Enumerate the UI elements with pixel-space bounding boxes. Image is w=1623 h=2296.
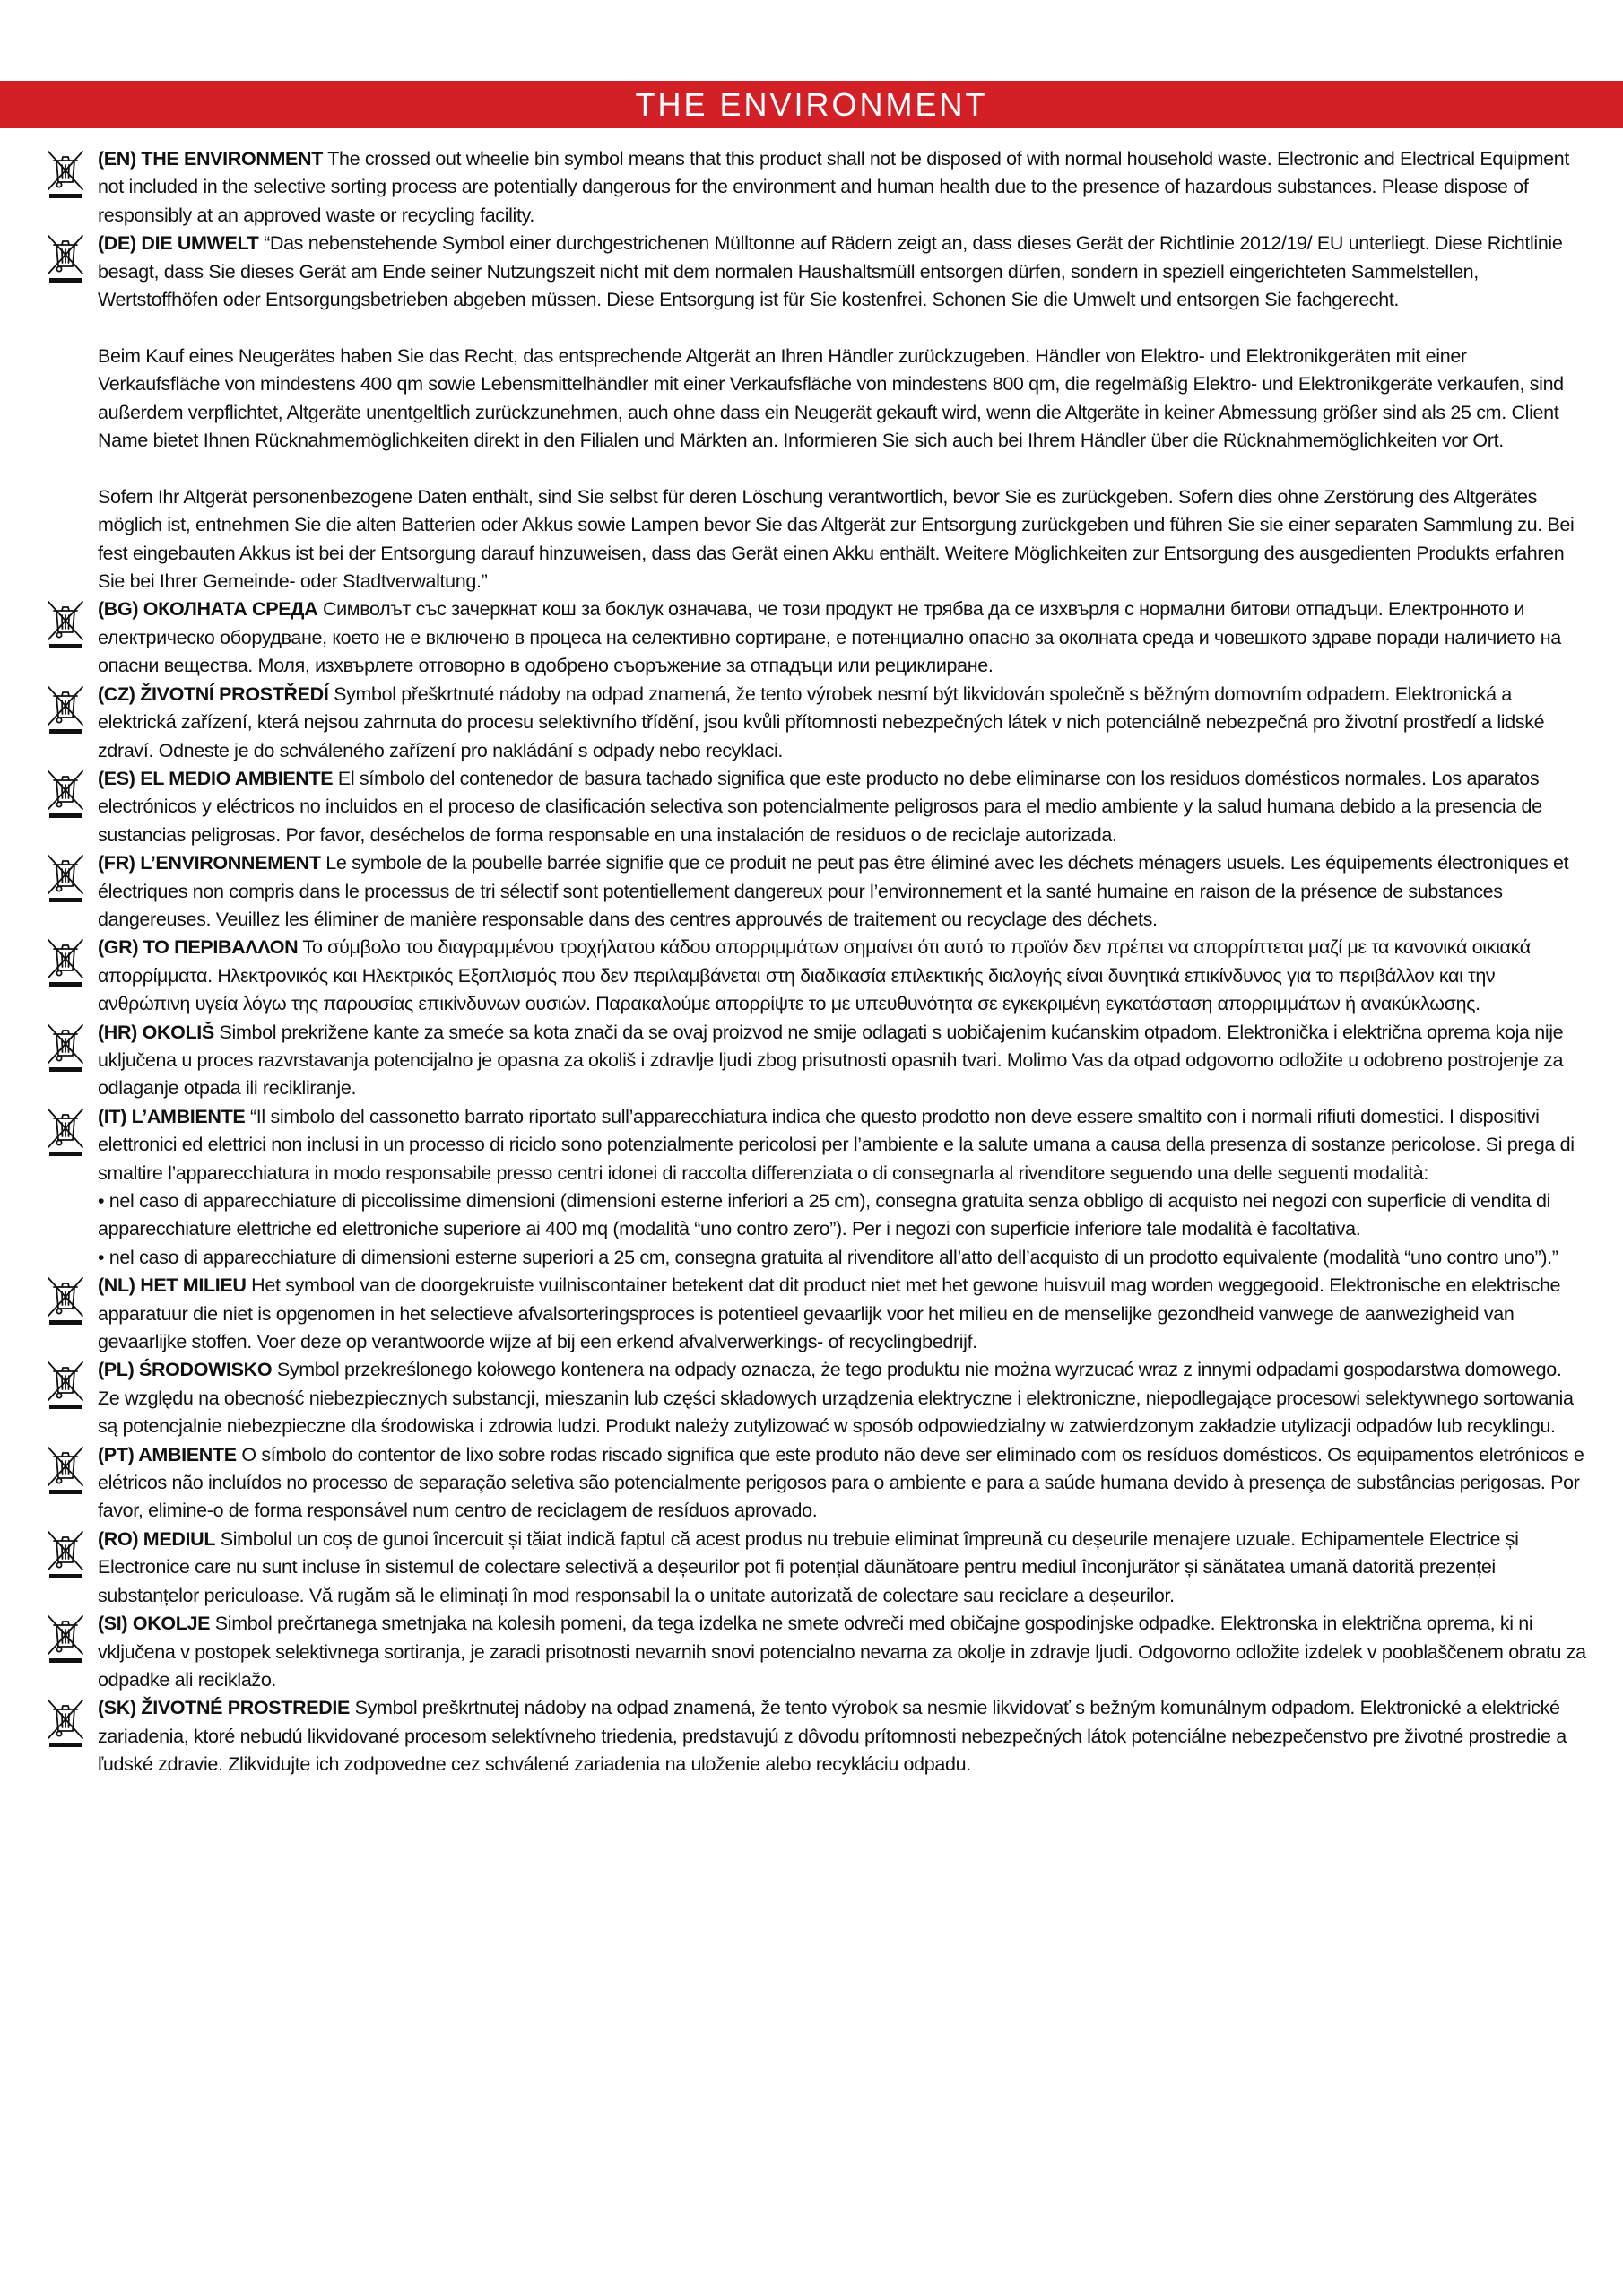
notice-text: Symbol przekreślonego kołowego kontenera na odpady oznacza, że tego produktu nie można wyrzucać wraz z innymi odpadami gospodarstwa domowego. Ze względu na obecność niebezpiecznych substancji, mieszanin lub części składowych urządzenia elektryczne i elektroniczne, niepodlegające procesowi selektywnego sortowania są potencjalnie niebezpieczne dla środowiska i zdrowia ludzi. Produkt należy zutylizować w sposób odpowiedzialny w zatwierdzonym zakładzie utylizacji odpadów lub recyklingu. bbox=[98, 1359, 1574, 1438]
crossed-out-wheelie-bin-icon bbox=[45, 767, 86, 822]
notice-label: (HR) OKOLIŠ bbox=[98, 1021, 214, 1043]
notice-label: (DE) DIE UMWELT bbox=[98, 232, 259, 255]
crossed-out-wheelie-bin-icon bbox=[45, 1105, 86, 1161]
notice-paragraph bbox=[98, 596, 1587, 680]
notice-text: • nel caso di apparecchiature di dimensioni esterne superiori a 25 cm, consegna gratuita al rivenditore all’atto dell’acquisto di un prodotto equivalente (modalità “uno contro uno”).” bbox=[98, 1246, 1558, 1268]
notice-label: (PL) ŚRODOWISKO bbox=[98, 1359, 273, 1381]
crossed-out-wheelie-bin-icon bbox=[45, 147, 86, 203]
notice-paragraph bbox=[98, 1244, 1587, 1272]
crossed-out-wheelie-bin-icon bbox=[45, 231, 86, 287]
notice-text: Simbol prečrtanega smetnjaka na kolesih pomeni, da tega izdelka ne smete odvreči med običajne gospodinjske odpadke. Elektronska in električna oprema, ki ni vključena v postopek selektivnega sortiranja, je zaradi prisotnosti nevarnih snovi potencialno nevarna za okolje in zdravje ljudi. Odgovorno odložite izdelek v pooblaščenem obratu za odpadke ali reciklažo. bbox=[98, 1613, 1586, 1691]
crossed-out-wheelie-bin-icon bbox=[45, 851, 86, 907]
notice-pl bbox=[45, 1356, 1587, 1440]
notice-bg bbox=[45, 596, 1587, 680]
notice-label: (BG) ОКОЛНАТА СРЕДА bbox=[98, 598, 318, 621]
notice-pt bbox=[45, 1441, 1587, 1526]
crossed-out-wheelie-bin-icon bbox=[45, 1612, 86, 1667]
notice-text: Beim Kauf eines Neugerätes haben Sie das Recht, das entsprechende Altgerät an Ihren Händler zurückzugeben. Händler von Elektro- und Elektronikgeräten mit einer Verkaufsfläche von mindestens 400 qm sowie Lebensmittelhändler mit einer Verkaufsfläche von mindestens 800 qm, die regelmäßig Elektro- und Elektronikgeräte verkaufen, sind außerdem verpflichtet, Altgeräte unentgeltlich zurückzunehmen, auch ohne dass ein Neugerät gekauft wird, wenn die Altgeräte in keiner Abmessung größer sind als 25 cm. Client Name bietet Ihnen Rücknahmemöglichkeiten direkt in den Filialen und Märkten an. Informieren Sie sich auch bei Ihrem Händler über die Rücknahmemöglichkeiten vor Ort. bbox=[98, 344, 1564, 452]
notice-text: Sofern Ihr Altgerät personenbezogene Daten enthält, sind Sie selbst für deren Löschung verantwortlich, bevor Sie es zurückgeben. Sofern dies ohne Zerstörung des Altgerätes möglich ist, entnehmen Sie die alten Batterien oder Akkus sowie Lampen bevor Sie das Altgerät zur Entsorgung zurückgeben und führen Sie sie einer separaten Sammlung zu. Bei fest eingebauten Akkus ist bei der Entsorgung darauf hinzuweisen, dass das Gerät einen Akku enthält. Weitere Möglichkeiten zur Entsorgung des ausgedienten Produkts erfahren Sie bei Ihrer Gemeinde- oder Stadtverwaltung.” bbox=[98, 485, 1575, 593]
crossed-out-wheelie-bin-icon bbox=[45, 1021, 86, 1076]
notice-paragraph bbox=[98, 1694, 1587, 1779]
notice-sk bbox=[45, 1694, 1587, 1779]
notice-text: Symbol preškrtnutej nádoby na odpad znamená, že tento výrobok sa nesmie likvidovať s bežným komunálnym odpadom. Elektronické a elektrické zariadenia, ktoré nebudú likvidované procesom selektívneho triedenia, predstavujú z dôvodu prítomnosti nebezpečných látok potenciálne nebezpečenstvo pre životné prostredie a ľudské zdravie. Zlikvidujte ich zodpovedne cez schválené zariadenia na uloženie alebo recykláciu odpadu. bbox=[98, 1697, 1567, 1776]
notice-paragraph bbox=[98, 934, 1587, 1018]
notice-label: (NL) HET MILIEU bbox=[98, 1274, 247, 1297]
crossed-out-wheelie-bin-icon bbox=[45, 935, 86, 991]
notice-paragraph bbox=[98, 1610, 1587, 1694]
notice-text: El símbolo del contenedor de basura tachado significa que este producto no debe eliminarse con los residuos domésticos normales. Los aparatos electrónicos y eléctricos no incluidos en el proceso de clasificación selectiva son potencialmente peligrosos para el medio ambiente y la salud humana debido a la presencia de sustancias peligrosas. Por favor, deséchelos de forma responsable en una instalación de residuos o de reciclaje autorizada. bbox=[98, 767, 1542, 846]
page-title-banner bbox=[0, 81, 1623, 128]
notice-paragraph bbox=[98, 145, 1587, 230]
notice-de bbox=[45, 230, 1587, 596]
environment-notices bbox=[45, 145, 1587, 1779]
notice-paragraph bbox=[98, 681, 1587, 765]
notice-text: O símbolo do contentor de lixo sobre rodas riscado significa que este produto não deve ser eliminado com os resíduos domésticos. Os equipamentos eletrónicos e elétricos não incluídos no processo de separação seletiva são potencialmente perigosos para o ambiente e para a saúde humana devido à presença de substâncias perigosas. Por favor, elimine-o de forma responsável num centro de reciclagem de resíduos aprovado. bbox=[98, 1443, 1584, 1522]
notice-si bbox=[45, 1610, 1587, 1694]
notice-label: (PT) AMBIENTE bbox=[98, 1443, 237, 1465]
crossed-out-wheelie-bin-icon bbox=[45, 1358, 86, 1413]
notice-text: Le symbole de la poubelle barrée signifie que ce produit ne peut pas être éliminé avec les déchets ménagers usuels. Les équipements électroniques et électriques non compris dans le processus de tri sélectif sont potentiellement dangereux pour l’environnement et la santé humaine en raison de la présence de substances dangereuses. Veuillez les éliminer de manière responsable dans des centres approuvés de traitement ou recyclage des déchets. bbox=[98, 852, 1569, 930]
notice-text: Simbol prekrižene kante za smeće sa kota znači da se ovaj proizvod ne smije odlagati s uobičajenim kućanskim otpadom. Elektronička i električna oprema koja nije uključena u proces razvrstavanja potencijalno je opasna za okoliš i zdravlje ljudi zbog prisutnosti opasnih tvari. Molimo Vas da otpad odgovorno odložite u odobreno postrojenje za odlaganje otpada ili recikliranje. bbox=[98, 1021, 1564, 1100]
notice-paragraph bbox=[98, 849, 1587, 934]
notice-es bbox=[45, 765, 1587, 849]
notice-paragraph bbox=[98, 483, 1587, 596]
notice-label: (ES) EL MEDIO AMBIENTE bbox=[98, 767, 334, 789]
crossed-out-wheelie-bin-icon bbox=[45, 1443, 86, 1499]
notice-ro bbox=[45, 1526, 1587, 1610]
notice-text: Symbol přeškrtnuté nádoby na odpad znamená, že tento výrobek nesmí být likvidován společně s běžným domovním odpadem. Elektronická a elektrická zařízení, která nejsou zahrnuta do procesu selektivního třídění, jsou kvůli přítomnosti nebezpečných látek v nich potenciálně nebezpečná pro životní prostředí a lidské zdraví. Odneste je do schváleného zařízení pro nakládání s odpady nebo recyklaci. bbox=[98, 683, 1545, 761]
notice-text: Символът със зачеркнат кош за боклук означава, че този продукт не трябва да се изхвърля с нормални битови отпадъци. Електронното и електрическо оборудване, което не е включено в процеса на селективно сортиране, е потенциално опасно за околната среда и човешкото здраве поради наличието на опасни вещества. Моля, изхвърлете отговорно в одобрено съоръжение за отпадъци или рециклиране. bbox=[98, 598, 1561, 677]
notice-label: (CZ) ŽIVOTNÍ PROSTŘEDÍ bbox=[98, 683, 329, 705]
crossed-out-wheelie-bin-icon bbox=[45, 597, 86, 653]
notice-hr bbox=[45, 1019, 1587, 1103]
crossed-out-wheelie-bin-icon bbox=[45, 1696, 86, 1752]
notice-text: “Das nebenstehende Symbol einer durchgestrichenen Mülltonne auf Rädern zeigt an, dass dieses Gerät der Richtlinie 2012/19/ EU unterliegt. Diese Richtlinie besagt, dass Sie dieses Gerät am Ende seiner Nutzungszeit nicht mit dem normalen Haushaltsmüll entsorgen dürfen, sondern in speziell eingerichteten Sammelstellen, Wertstoffhöfen oder Entsorgungsbetrieben abgeben müssen. Diese Entsorgung ist für Sie kostenfrei. Schonen Sie die Umwelt und entsorgen Sie fachgerecht. bbox=[98, 232, 1563, 311]
notice-label: (RO) MEDIUL bbox=[98, 1527, 216, 1550]
notice-gr bbox=[45, 934, 1587, 1018]
notice-fr bbox=[45, 849, 1587, 934]
notice-paragraph bbox=[98, 1187, 1587, 1244]
notice-text: “Il simbolo del cassonetto barrato riportato sull’apparecchiatura indica che questo prodotto non deve essere smaltito con i normali rifiuti domestici. I dispositivi elettronici ed elettrici non inclusi in un processo di riciclo sono potenzialmente pericolosi per l’ambiente e la salute umana a causa della presenza di sostanze pericolose. Si prega di smaltire l’apparecchiatura in modo responsabile presso centri idonei di raccolta differenziata o di consegnarla al rivenditore seguendo una delle seguenti modalità: bbox=[98, 1105, 1575, 1184]
notice-paragraph bbox=[98, 1441, 1587, 1526]
notice-paragraph bbox=[98, 1103, 1587, 1187]
notice-text: The crossed out wheelie bin symbol means that this product shall not be disposed of with normal household waste. Electronic and Electrical Equipment not included in the selective sorting process are potentially dangerous for the environment and human health due to the presence of hazardous substances. Please dispose of responsibly at an approved waste or recycling facility. bbox=[98, 148, 1569, 226]
crossed-out-wheelie-bin-icon bbox=[45, 1274, 86, 1329]
notice-label: (GR) ΤΟ ΠΕΡΙΒΑΛΛΟΝ bbox=[98, 936, 299, 959]
notice-text: Simbolul un coș de gunoi încercuit și tăiat indică faptul că acest produs nu trebuie eliminat împreună cu deșeurile menajere uzuale. Echipamentele Electrice și Electronice care nu sunt incluse în sistemul de colectare selectivă a deșeurilor pot fi potențial dăunătoare pentru mediul înconjurător și sănătatea umană datorită prezenței substanțelor periculoase. Vă rugăm să le eliminați în mod responsabil la o unitate autorizată de colectare sau reciclare a deșeurilor. bbox=[98, 1527, 1519, 1606]
crossed-out-wheelie-bin-icon bbox=[45, 1527, 86, 1583]
notice-paragraph bbox=[98, 1356, 1587, 1440]
notice-paragraph bbox=[98, 1526, 1587, 1610]
notice-paragraph bbox=[98, 230, 1587, 314]
notice-label: (SI) OKOLJE bbox=[98, 1613, 211, 1635]
notice-label: (IT) L’AMBIENTE bbox=[98, 1105, 246, 1127]
notice-paragraph bbox=[98, 1272, 1587, 1356]
page-title: THE ENVIRONMENT bbox=[635, 86, 988, 123]
notice-paragraph bbox=[98, 343, 1587, 456]
notice-label: (EN) THE ENVIRONMENT bbox=[98, 148, 324, 170]
notice-paragraph bbox=[98, 1019, 1587, 1103]
notice-label: (SK) ŽIVOTNÉ PROSTREDIE bbox=[98, 1697, 351, 1719]
notice-en bbox=[45, 145, 1587, 230]
notice-cz bbox=[45, 681, 1587, 765]
notice-label: (FR) L’ENVIRONNEMENT bbox=[98, 852, 321, 874]
notice-nl bbox=[45, 1272, 1587, 1356]
notice-text: • nel caso di apparecchiature di piccolissime dimensioni (dimensioni esterne inferiori a 25 cm), consegna gratuita senza obbligo di acquisto nei negozi con superficie di vendita di apparecchiature elettriche ed elettroniche superiore ai 400 mq (modalità “uno contro zero”). Per i negozi con superficie inferiore tale modalità è facoltativa. bbox=[98, 1190, 1551, 1240]
notice-text: Het symbool van de doorgekruiste vuilniscontainer betekent dat dit product niet met het gewone huisvuil mag worden weggegooid. Elektronische en elektrische apparatuur die niet is opgenomen in het selectieve afvalsorteringsproces is potentieel gevaarlijk voor het milieu en de menselijke gezondheid vanwege de aanwezigheid van gevaarlijke stoffen. Voer deze op verantwoorde wijze af bij een erkend afvalverwerkings- of recyclingbedrijf. bbox=[98, 1274, 1561, 1353]
notice-it bbox=[45, 1103, 1587, 1272]
notice-paragraph bbox=[98, 765, 1587, 849]
notice-text: Το σύμβολο του διαγραμμένου τροχήλατου κάδου απορριμμάτων σημαίνει ότι αυτό το προϊόν δεν πρέπει να απορρίπτεται μαζί με τα κανονικά οικιακά απορρίμματα. Ηλεκτρονικός και Ηλεκτρικός Εξοπλισμός που δεν περιλαμβάνεται στη διαδικασία επιλεκτικής διαλογής είναι δυνητικά επικίνδυνος για το περιβάλλον και την ανθρώπινη υγεία λόγω της παρουσίας επικίνδυνων ουσιών. Παρακαλούμε απορρίψτε το με υπευθυνότητα σε εγκεκριμένη εγκατάσταση απορριμμάτων ή ανακύκλωσης. bbox=[98, 936, 1531, 1015]
crossed-out-wheelie-bin-icon bbox=[45, 683, 86, 738]
